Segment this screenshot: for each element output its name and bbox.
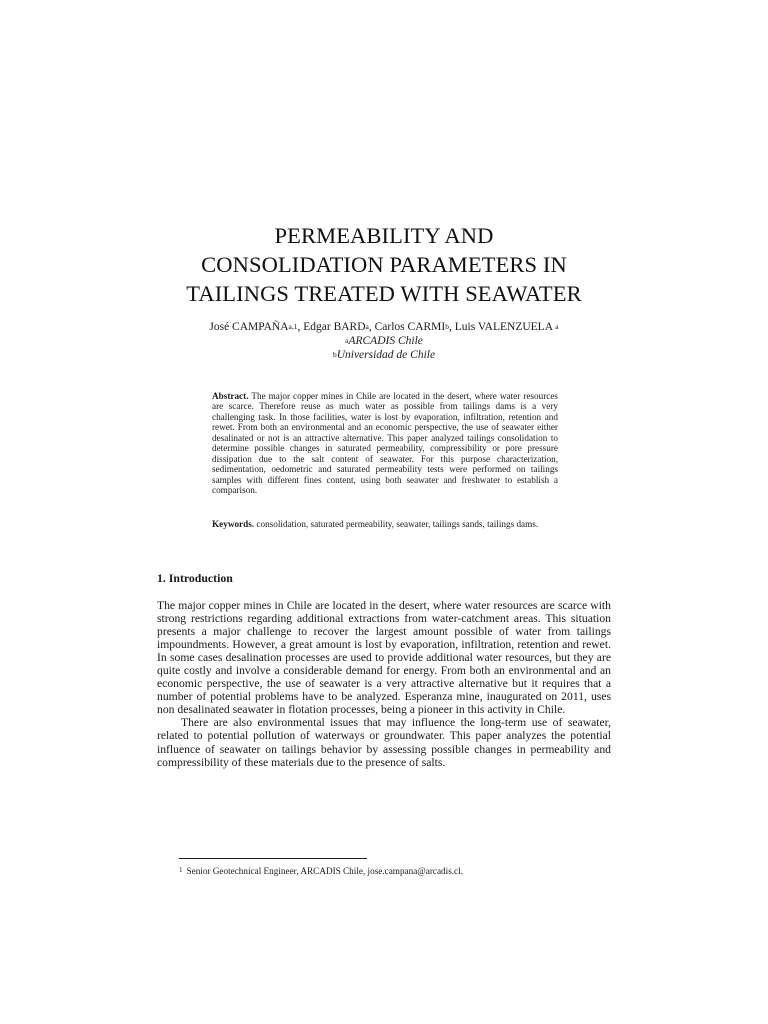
author-name: Carlos CARMI bbox=[374, 321, 446, 333]
footnote-mark: 1 bbox=[179, 866, 183, 874]
section-body bbox=[157, 599, 611, 769]
title-line: TAILINGS TREATED WITH SEAWATER bbox=[186, 281, 582, 306]
affiliation-name: Universidad de Chile bbox=[336, 349, 436, 361]
footnote-text: Senior Geotechnical Engineer, ARCADIS Chile, jose.campana@arcadis.cl. bbox=[186, 866, 463, 876]
author-superscript: a bbox=[555, 322, 559, 331]
author-name: José CAMPAÑA bbox=[209, 321, 289, 333]
author-superscript: b bbox=[445, 322, 449, 331]
keywords-label: Keywords. bbox=[212, 519, 255, 529]
author-name: Edgar BARD bbox=[303, 321, 366, 333]
author-separator: , bbox=[368, 321, 375, 333]
footnote bbox=[179, 866, 463, 877]
title-line: PERMEABILITY AND bbox=[274, 223, 494, 248]
affiliation bbox=[100, 348, 668, 363]
author-name: Luis VALENZUELA bbox=[454, 321, 553, 333]
title-line: CONSOLIDATION PARAMETERS IN bbox=[201, 252, 567, 277]
affiliation-mark: a bbox=[345, 336, 349, 345]
abstract-label: Abstract. bbox=[212, 391, 249, 401]
affiliation bbox=[100, 334, 668, 349]
author-separator: , bbox=[448, 321, 455, 333]
section-heading: 1. Introduction bbox=[157, 571, 233, 585]
affiliation-mark: b bbox=[332, 350, 337, 359]
body-paragraph: The major copper mines in Chile are located in the desert, where water resources are scarce with strong restrictions regarding additional extractions from water-catchment areas. This situation presents a major challenge to recover the largest amount possible of water from tailings impoundments. However, a great amount is lost by evaporation, infiltration, retention and rewet. In some cases desalination processes are used to provide additional water resources, but they are quite costly and involve a considerable demand for energy. From both an environmental and an economic perspective, the use of seawater is a very attractive alternative but it requires that a number of potential problems have to be analyzed. Esperanza mine, inaugurated on 2011, uses non desalinated seawater in flotation processes, being a pioneer in this activity in Chile. bbox=[157, 599, 611, 717]
abstract bbox=[212, 391, 558, 496]
author-separator: , bbox=[297, 321, 304, 333]
keywords bbox=[212, 519, 558, 529]
paper-title bbox=[100, 221, 668, 308]
author-superscript: a,1 bbox=[288, 322, 298, 331]
author-superscript: a bbox=[365, 322, 369, 331]
author-list bbox=[100, 320, 668, 335]
abstract-text: The major copper mines in Chile are located in the desert, where water resources are scarce. Therefore reuse as much water as possible from tailings dams is a very challenging task. In those facilities, water is lost by evaporation, infiltration, retention and rewet. From both an environmental and an economic perspective, the use of seawater either desalinated or not is an attractive alternative. This paper analyzed tailings consolidation to determine possible changes in saturated permeability, compressibility or pore pressure dissipation due to the salt content of seawater. For this purpose characterization, sedimentation, oedometric and saturated permeability tests were performed on tailings samples with different fines content, using both seawater and freshwater to establish a comparison. bbox=[212, 391, 558, 496]
footnote-divider bbox=[179, 858, 367, 859]
keywords-text: consolidation, saturated permeability, seawater, tailings sands, tailings dams. bbox=[254, 519, 539, 529]
body-paragraph: There are also environmental issues that may influence the long-term use of seawater, related to potential pollution of waterways or groundwater. This paper analyzes the potential influence of seawater on tailings behavior by assessing possible changes in permeability and compressibility of these materials due to the presence of salts. bbox=[157, 716, 611, 769]
affiliation-name: ARCADIS Chile bbox=[348, 335, 423, 347]
